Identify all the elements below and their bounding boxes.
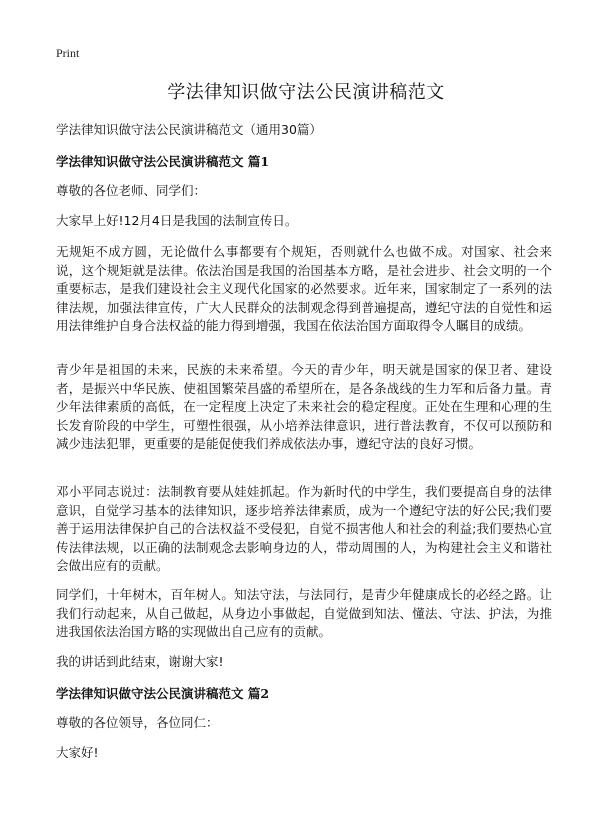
paragraph-greeting-2: 大家好! [56, 745, 99, 760]
paragraph-salutation: 尊敬的各位老师、同学们： [56, 183, 207, 198]
paragraph-greeting: 大家早上好!12月4日是我国的法制宣传日。 [56, 213, 298, 228]
paragraph-closing: 我的讲话到此结束，谢谢大家! [56, 654, 224, 669]
print-link[interactable]: Print [56, 46, 80, 60]
document-title: 学法律知识做守法公民演讲稿范文 [167, 82, 445, 103]
paragraph-salutation-2: 尊敬的各位领导，各位同仁： [56, 715, 219, 730]
section-heading-1: 学法律知识做守法公民演讲稿范文 篇1 [56, 154, 270, 169]
paragraph-body-3: 邓小平同志说过：法制教育要从娃娃抓起。作为新时代的中学生，我们要提高自身的法律意识，自觉学习基本的法律知识，逐步培养法律素质，成为一个遵纪守法的好公民;我们要善于运用法律保护自己的合法权益不受侵犯，自觉不损害他人和社会的利益;我们要热心宣传法律法规，以正确的法制观念去影响身边的人，带动周围的人，为构建社会主义和谐社会做出应有的贡献。 [56, 484, 552, 573]
document-subtitle: 学法律知识做守法公民演讲稿范文（通用30篇） [56, 122, 322, 137]
paragraph-body-1: 无规矩不成方圆，无论做什么事都要有个规矩，否则就什么也做不成。对国家、社会来说，这个规矩就是法律。依法治国是我国的治国基本方略，是社会进步、社会文明的一个重要标志，是我们建设社会主义现代化国家的必然要求。近年来，国家制定了一系列的法律法规，加强法律宣传，广大人民群众的法制观念得到普遍提高，遵纪守法的自觉性和运用法律维护自身合法权益的能力得到增强，我国在依法治国方面取得令人瞩目的成绩。 [56, 244, 552, 333]
paragraph-body-4: 同学们，十年树木，百年树人。知法守法，与法同行，是青少年健康成长的必经之路。让我们行动起来，从自己做起，从身边小事做起，自觉做到知法、懂法、守法、护法，为推进我国依法治国方略的实现做出自己应有的贡献。 [56, 587, 552, 639]
section-heading-2: 学法律知识做守法公民演讲稿范文 篇2 [56, 686, 270, 701]
paragraph-body-2: 青少年是祖国的未来，民族的未来希望。今天的青少年，明天就是国家的保卫者、建设者，是振兴中华民族、使祖国繁荣昌盛的希望所在，是各条战线的生力军和后备力量。青少年法律素质的高低，在一定程度上决定了未来社会的稳定程度。正处在生理和心理的生长发育阶段的中学生，可塑性很强，从小培养法律意识，进行普法教育，不仅可以预防和减少违法犯罪，更重要的是能促使我们养成依法办事，遵纪守法的良好习惯。 [56, 362, 552, 451]
